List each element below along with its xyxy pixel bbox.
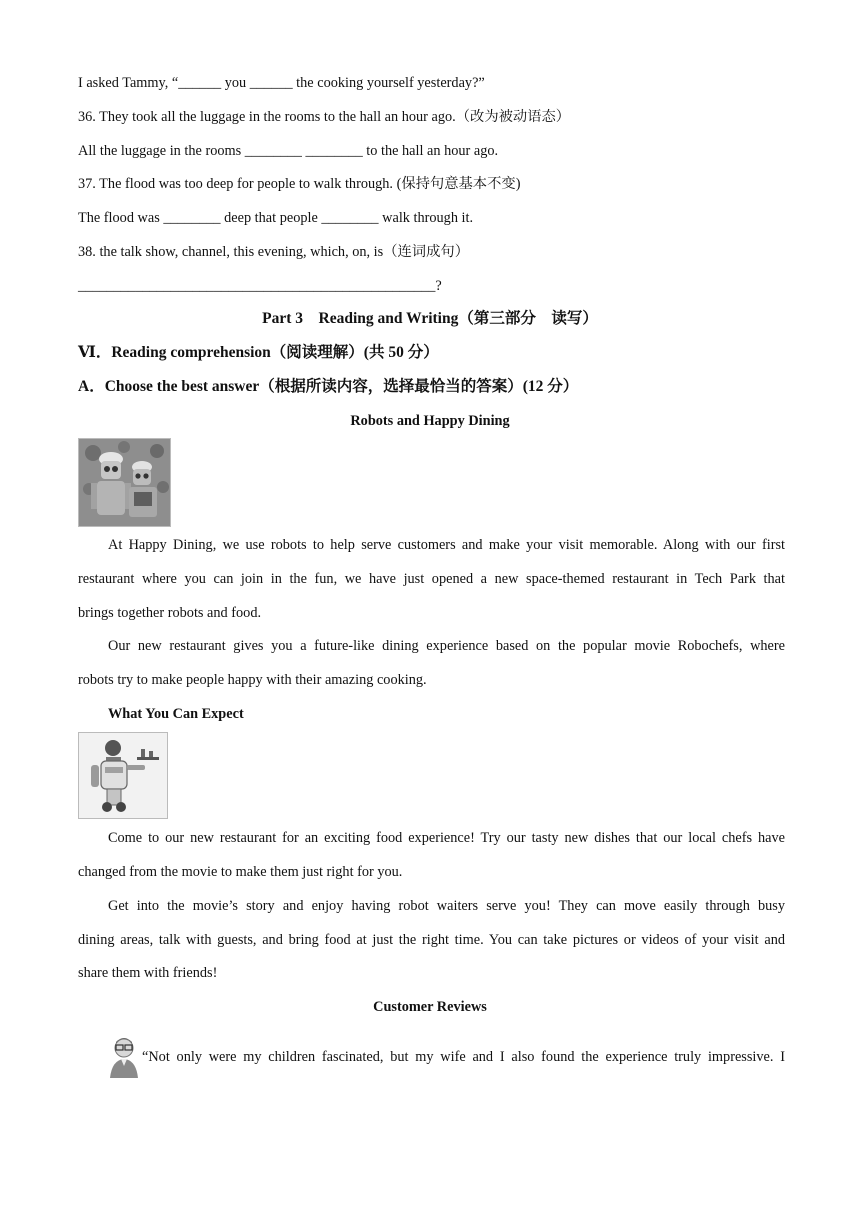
question-37: 37. The flood was too deep for people to walk through. (保持句意基本不变): [78, 176, 521, 192]
robot-chefs-image: [78, 438, 171, 527]
paragraph-4-line-2: dining areas, talk with guests, and bring food at just the right time. You can take pictures or videos of your visit and: [78, 932, 785, 948]
question-36: 36. They took all the luggage in the rooms to the hall an hour ago.（改为被动语态）: [78, 109, 571, 125]
line-35: I asked Tammy, “______ you ______ the cooking yourself yesterday?”: [78, 75, 485, 91]
review-1-line-1: “Not only were my children fascinated, but my wife and I also found the experience truly impressive. I: [142, 1049, 785, 1065]
paragraph-2-line-1: Our new restaurant gives you a future-like dining experience based on the popular movie Robochefs, where: [108, 638, 785, 654]
paragraph-1-line-3: brings together robots and food.: [78, 605, 262, 621]
robot-waiter-image: [78, 732, 168, 819]
expect-heading: What You Can Expect: [108, 706, 244, 722]
reviewer-avatar: [108, 1034, 140, 1078]
article-title: Robots and Happy Dining: [350, 413, 510, 429]
part3-heading: Part 3 Reading and Writing（第三部分 读写）: [262, 310, 598, 327]
answer-37: The flood was ________ deep that people ________ walk through it.: [78, 210, 474, 226]
answer-36: All the luggage in the rooms ________ ________ to the hall an hour ago.: [78, 143, 499, 159]
sectionA-heading: A．Choose the best answer（根据所读内容，选择最恰当的答案）(12 分）: [78, 378, 579, 395]
paragraph-2-line-2: robots try to make people happy with their amazing cooking.: [78, 672, 427, 688]
reviews-heading: Customer Reviews: [373, 999, 487, 1015]
paragraph-1-line-2: restaurant where you can join in the fun, we have just opened a new space-themed restaurant in Tech Park that: [78, 571, 785, 587]
paragraph-3-line-2: changed from the movie to make them just right for you.: [78, 864, 403, 880]
paragraph-3-line-1: Come to our new restaurant for an exciting food experience! Try our tasty new dishes that our local chefs have: [108, 830, 785, 846]
paragraph-4-line-3: share them with friends!: [78, 965, 218, 981]
section6-heading: Ⅵ．Reading comprehension（阅读理解）(共 50 分）: [78, 344, 439, 361]
paragraph-4-line-1: Get into the movie’s story and enjoy having robot waiters serve you! They can move easily through busy: [108, 898, 785, 914]
answer-38: __________________________________________________?: [78, 278, 442, 294]
paragraph-1-line-1: At Happy Dining, we use robots to help serve customers and make your visit memorable. Along with our first: [108, 537, 785, 553]
question-38: 38. the talk show, channel, this evening, which, on, is（连词成句）: [78, 244, 469, 260]
